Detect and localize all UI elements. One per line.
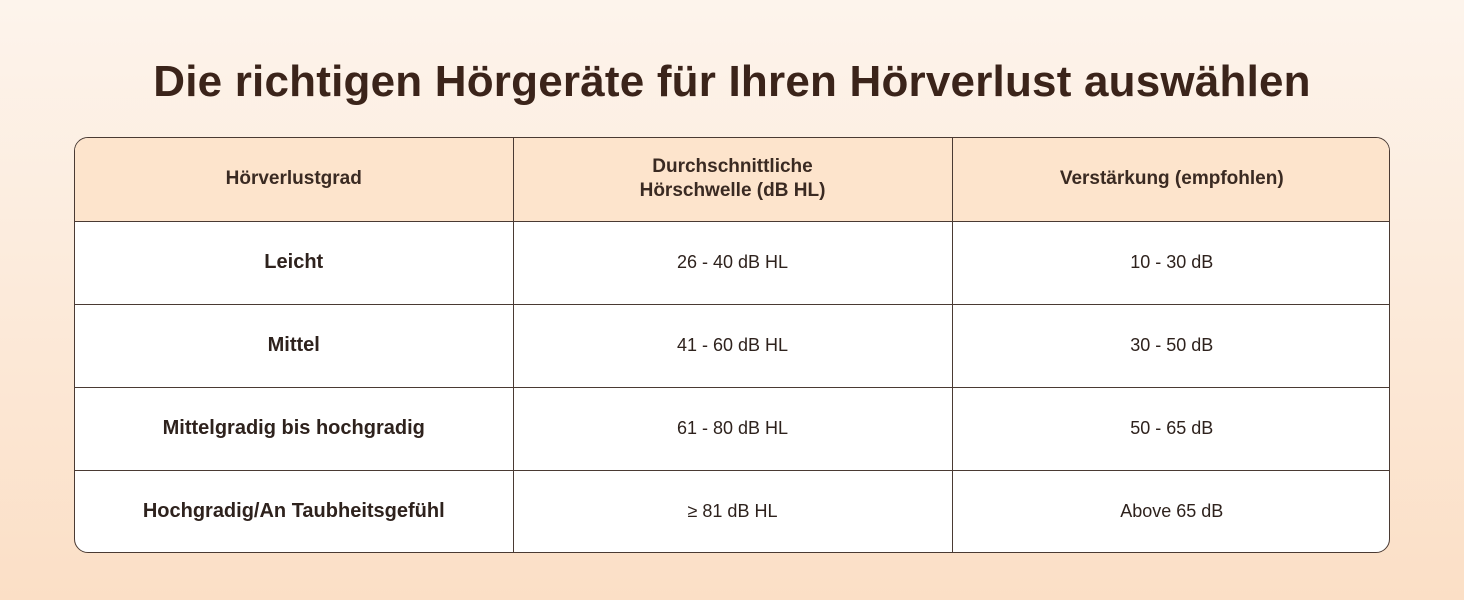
- page-title: Die richtigen Hörgeräte für Ihren Hörverlust auswählen: [153, 57, 1311, 106]
- gain-cell: 10 - 30 dB: [952, 221, 1390, 304]
- column-header-threshold: Durchschnittliche Hörschwelle (dB HL): [513, 138, 952, 221]
- gain-cell: 50 - 65 dB: [952, 387, 1390, 470]
- column-header-gain: Verstärkung (empfohlen): [952, 138, 1390, 221]
- grade-cell: Mittel: [75, 304, 513, 387]
- gain-cell: Above 65 dB: [1120, 501, 1224, 522]
- grade-cell: Hochgradig/An Taubheitsgefühl: [75, 470, 513, 553]
- threshold-cell: 26 - 40 dB HL: [513, 221, 952, 304]
- table-row: [75, 387, 1390, 470]
- table-row: [75, 304, 1390, 387]
- hearing-loss-table: [74, 137, 1390, 553]
- grade-cell: Mittelgradig bis hochgradig: [75, 387, 513, 470]
- gain-cell: 30 - 50 dB: [952, 304, 1390, 387]
- threshold-cell: 41 - 60 dB HL: [513, 304, 952, 387]
- threshold-cell: 61 - 80 dB HL: [513, 387, 952, 470]
- threshold-cell: ≥ 81 dB HL: [513, 470, 952, 553]
- table-row: [75, 470, 1390, 553]
- table-row: [75, 221, 1390, 304]
- column-header-grade: Hörverlustgrad: [75, 138, 513, 221]
- table-header-row: [75, 138, 1390, 221]
- grade-cell: Leicht: [75, 221, 513, 304]
